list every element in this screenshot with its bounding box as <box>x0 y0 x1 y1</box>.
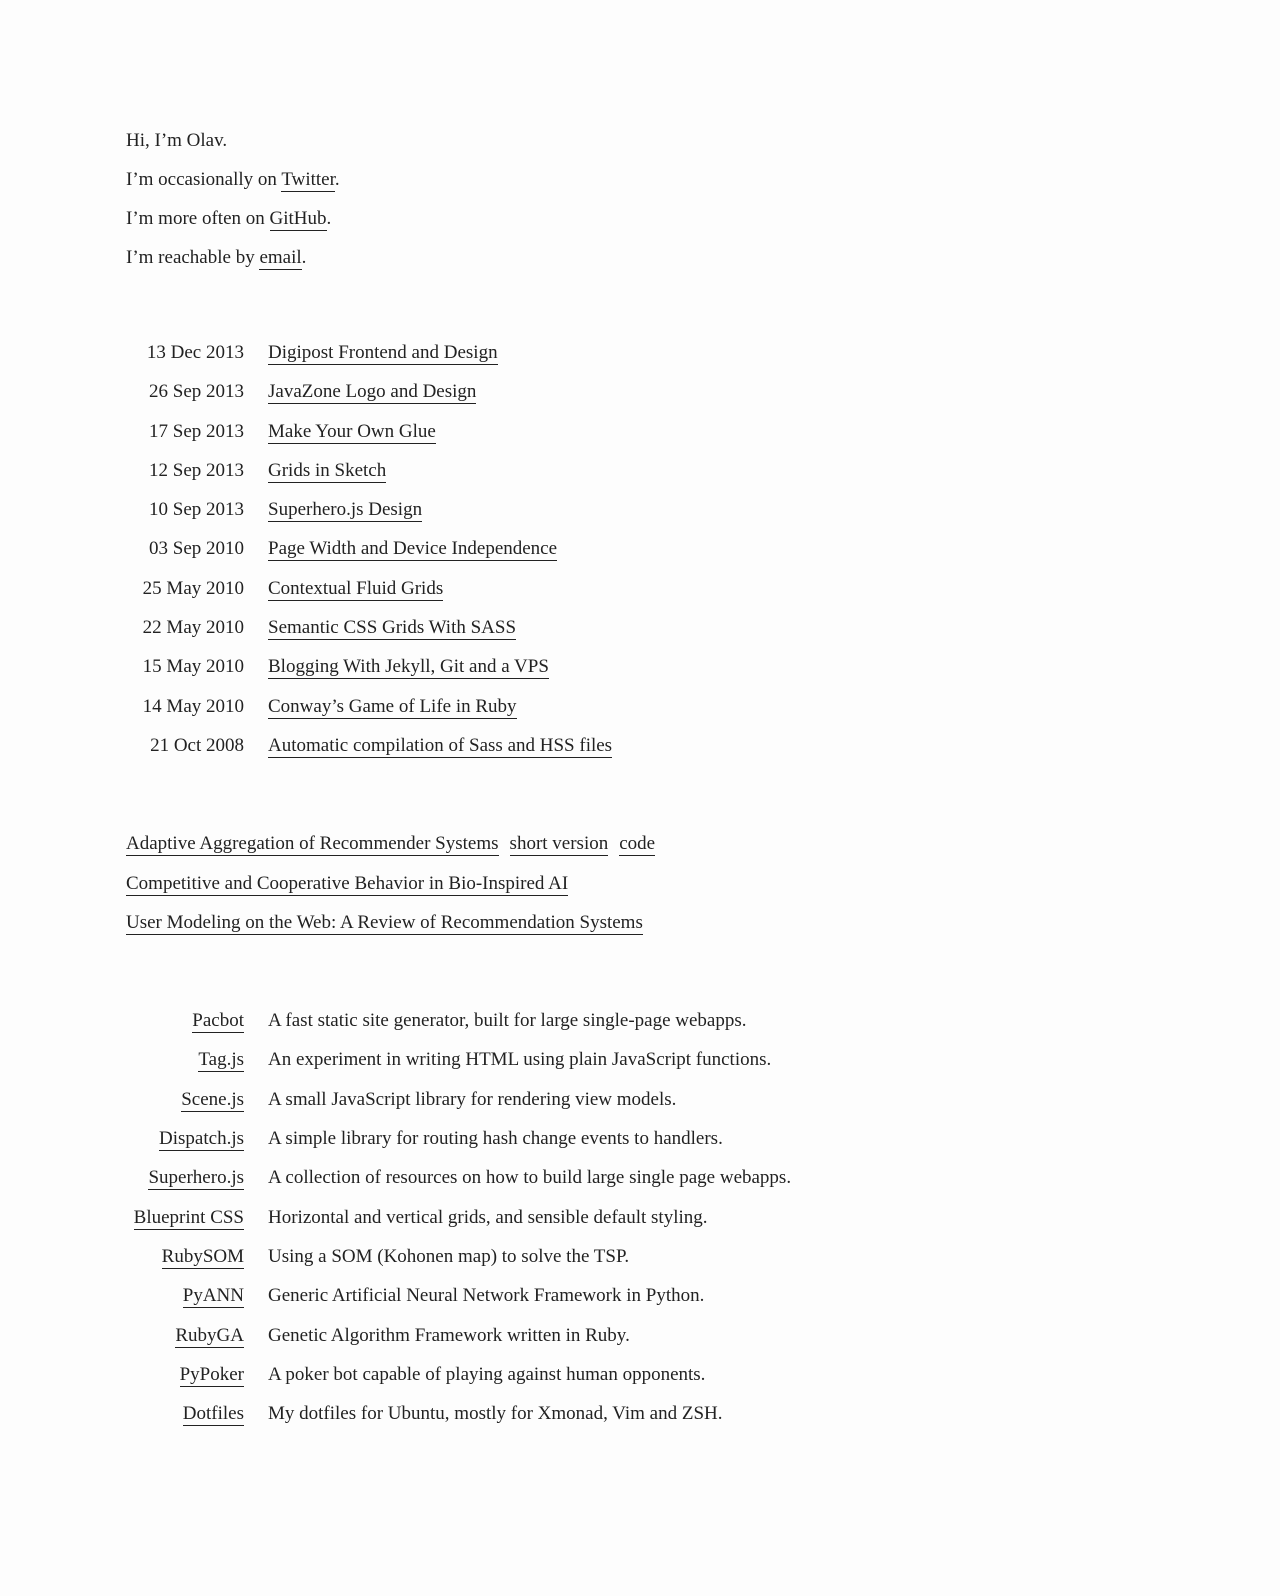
post-row <box>0 412 1280 451</box>
post-link[interactable]: Contextual Fluid Grids <box>268 577 444 599</box>
project-row <box>0 1316 1280 1355</box>
paper-row <box>126 903 1280 942</box>
post-row <box>0 726 1280 765</box>
project-link[interactable]: RubySOM <box>161 1245 244 1267</box>
email-link[interactable]: email <box>259 247 302 268</box>
project-link[interactable]: Dispatch.js <box>159 1128 244 1150</box>
paper-row <box>126 824 1280 863</box>
project-row <box>0 1040 1280 1079</box>
project-description: Genetic Algorithm Framework written in Ruby. <box>268 1324 630 1346</box>
project-row <box>0 1198 1280 1237</box>
post-date: 17 Sep 2013 <box>149 420 244 442</box>
posts-list <box>0 333 1280 765</box>
project-row <box>0 1276 1280 1315</box>
project-description: A simple library for routing hash change events to handlers. <box>268 1128 723 1150</box>
paper-short-version-link[interactable]: short version <box>509 833 609 855</box>
project-description: Using a SOM (Kohonen map) to solve the TSP. <box>268 1245 630 1267</box>
project-link[interactable]: Scene.js <box>181 1088 244 1110</box>
github-line <box>126 196 1280 235</box>
post-row <box>0 647 1280 686</box>
post-link[interactable]: Automatic compilation of Sass and HSS files <box>268 734 613 756</box>
post-row <box>0 529 1280 568</box>
project-link[interactable]: Dotfiles <box>182 1403 244 1425</box>
post-date: 15 May 2010 <box>142 656 244 678</box>
post-link[interactable]: Semantic CSS Grids With SASS <box>268 617 517 639</box>
post-row <box>0 372 1280 411</box>
paper-code-link[interactable]: code <box>619 833 656 855</box>
post-row <box>0 490 1280 529</box>
greeting: Hi, I’m Olav. <box>126 130 228 151</box>
email-prefix: I’m reachable by <box>126 247 260 268</box>
post-link[interactable]: Conway’s Game of Life in Ruby <box>268 695 517 717</box>
post-row <box>0 687 1280 726</box>
intro-section <box>126 118 1280 274</box>
post-date: 25 May 2010 <box>142 577 244 599</box>
post-date: 14 May 2010 <box>142 695 244 717</box>
period: . <box>301 247 307 268</box>
post-link[interactable]: Digipost Frontend and Design <box>268 342 498 363</box>
period: . <box>334 169 340 190</box>
post-link[interactable]: Page Width and Device Independence <box>268 538 558 560</box>
github-link[interactable]: GitHub <box>269 208 327 229</box>
project-row <box>0 1001 1280 1040</box>
project-link[interactable]: Tag.js <box>198 1049 244 1071</box>
project-row <box>0 1119 1280 1158</box>
post-date: 10 Sep 2013 <box>149 499 244 521</box>
post-date: 13 Dec 2013 <box>146 342 244 363</box>
project-row <box>0 1394 1280 1433</box>
period: . <box>326 208 332 229</box>
post-link[interactable]: JavaZone Logo and Design <box>268 381 477 403</box>
projects-list <box>0 1001 1280 1433</box>
paper-link[interactable]: Competitive and Cooperative Behavior in Bio-Inspired AI <box>126 872 569 894</box>
twitter-prefix: I’m occasionally on <box>126 169 282 190</box>
project-row <box>0 1237 1280 1276</box>
email-line <box>126 235 1280 274</box>
paper-link[interactable]: User Modeling on the Web: A Review of Recommendation Systems <box>126 911 643 933</box>
project-description: A poker bot capable of playing against human opponents. <box>268 1363 706 1385</box>
project-description: My dotfiles for Ubuntu, mostly for Xmonad, Vim and ZSH. <box>268 1403 723 1425</box>
project-description: Horizontal and vertical grids, and sensible default styling. <box>268 1206 708 1228</box>
twitter-link[interactable]: Twitter <box>281 169 335 190</box>
post-date: 03 Sep 2010 <box>149 538 244 560</box>
post-link[interactable]: Make Your Own Glue <box>268 420 436 442</box>
papers-list <box>126 824 1280 942</box>
github-prefix: I’m more often on <box>126 208 270 229</box>
project-description: An experiment in writing HTML using plain JavaScript functions. <box>268 1049 772 1071</box>
post-date: 12 Sep 2013 <box>149 459 244 481</box>
project-link[interactable]: PyANN <box>182 1285 244 1307</box>
project-description: Generic Artificial Neural Network Framework in Python. <box>268 1285 705 1307</box>
project-link[interactable]: PyPoker <box>179 1363 244 1385</box>
post-link[interactable]: Superhero.js Design <box>268 499 423 521</box>
project-link[interactable]: RubyGA <box>175 1324 244 1346</box>
project-row <box>0 1355 1280 1394</box>
post-row <box>0 333 1280 372</box>
post-link[interactable]: Grids in Sketch <box>268 459 387 481</box>
project-description: A small JavaScript library for rendering view models. <box>268 1088 677 1110</box>
post-row <box>0 569 1280 608</box>
project-row <box>0 1158 1280 1197</box>
post-date: 21 Oct 2008 <box>150 734 244 756</box>
project-link[interactable]: Pacbot <box>192 1010 244 1032</box>
project-link[interactable]: Superhero.js <box>148 1167 244 1189</box>
post-row <box>0 608 1280 647</box>
project-row <box>0 1080 1280 1119</box>
paper-row <box>126 864 1280 903</box>
post-date: 22 May 2010 <box>142 617 244 639</box>
post-row <box>0 451 1280 490</box>
paper-link[interactable]: Adaptive Aggregation of Recommender Systems <box>126 833 499 855</box>
post-date: 26 Sep 2013 <box>149 381 244 403</box>
project-description: A fast static site generator, built for large single-page webapps. <box>268 1010 747 1032</box>
twitter-line <box>126 157 1280 196</box>
post-link[interactable]: Blogging With Jekyll, Git and a VPS <box>268 656 549 678</box>
project-link[interactable]: Blueprint CSS <box>133 1206 244 1228</box>
project-description: A collection of resources on how to build large single page webapps. <box>268 1167 792 1189</box>
